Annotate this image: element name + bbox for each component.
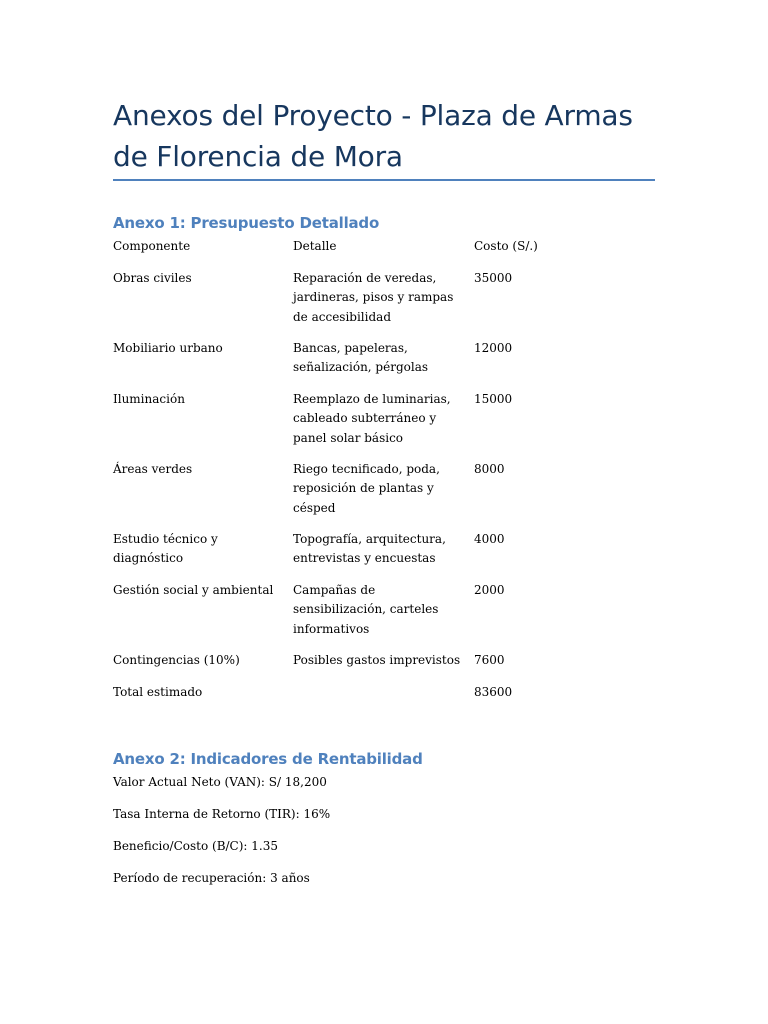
cell-componente: Obras civiles bbox=[113, 271, 192, 285]
document-title: Anexos del Proyecto - Plaza de Armas de Florencia de Mora bbox=[113, 99, 633, 173]
cell-detalle: Riego tecnificado, poda, reposición de plantas y césped bbox=[293, 462, 440, 515]
table-row bbox=[113, 581, 656, 651]
cell-costo: 83600 bbox=[474, 685, 513, 699]
cell-costo: 12000 bbox=[474, 341, 513, 355]
table-header-row bbox=[113, 237, 656, 269]
indicator-tir: Tasa Interna de Retorno (TIR): 16% bbox=[113, 807, 331, 821]
cell-detalle: Posibles gastos imprevistos bbox=[293, 653, 461, 667]
annex1-heading: Anexo 1: Presupuesto Detallado bbox=[113, 214, 380, 232]
table-row bbox=[113, 339, 656, 390]
table-row bbox=[113, 269, 656, 339]
table-row bbox=[113, 530, 656, 581]
annex2-heading: Anexo 2: Indicadores de Rentabilidad bbox=[113, 750, 423, 768]
indicator-bc: Beneficio/Costo (B/C): 1.35 bbox=[113, 839, 278, 853]
budget-table bbox=[113, 237, 656, 707]
cell-costo: 7600 bbox=[474, 653, 505, 667]
table-total-row bbox=[113, 683, 656, 707]
cell-componente: Áreas verdes bbox=[113, 462, 193, 476]
cell-componente: Mobiliario urbano bbox=[113, 341, 223, 355]
cell-componente: Estudio técnico y diagnóstico bbox=[113, 532, 218, 566]
cell-detalle: Bancas, papeleras, señalización, pérgolas bbox=[293, 341, 429, 375]
indicator-payback: Período de recuperación: 3 años bbox=[113, 871, 310, 885]
cell-componente: Iluminación bbox=[113, 392, 185, 406]
table-row bbox=[113, 390, 656, 460]
title-underline bbox=[113, 179, 655, 181]
column-header-componente: Componente bbox=[113, 239, 191, 253]
cell-componente: Gestión social y ambiental bbox=[113, 583, 274, 597]
table-row bbox=[113, 651, 656, 683]
cell-componente: Contingencias (10%) bbox=[113, 653, 240, 667]
cell-costo: 15000 bbox=[474, 392, 513, 406]
cell-costo: 35000 bbox=[474, 271, 513, 285]
indicator-van: Valor Actual Neto (VAN): S/ 18,200 bbox=[113, 775, 327, 789]
column-header-costo: Costo (S/.) bbox=[474, 239, 538, 253]
cell-detalle: Campañas de sensibilización, carteles informativos bbox=[293, 583, 439, 636]
cell-detalle: Topografía, arquitectura, entrevistas y encuestas bbox=[293, 532, 446, 566]
cell-costo: 2000 bbox=[474, 583, 505, 597]
column-header-detalle: Detalle bbox=[293, 239, 337, 253]
cell-detalle: Reemplazo de luminarias, cableado subterráneo y panel solar básico bbox=[293, 392, 451, 445]
cell-componente: Total estimado bbox=[113, 685, 203, 699]
cell-costo: 8000 bbox=[474, 462, 505, 476]
cell-costo: 4000 bbox=[474, 532, 505, 546]
table-row bbox=[113, 460, 656, 530]
cell-detalle: Reparación de veredas, jardineras, pisos y rampas de accesibilidad bbox=[293, 271, 454, 324]
